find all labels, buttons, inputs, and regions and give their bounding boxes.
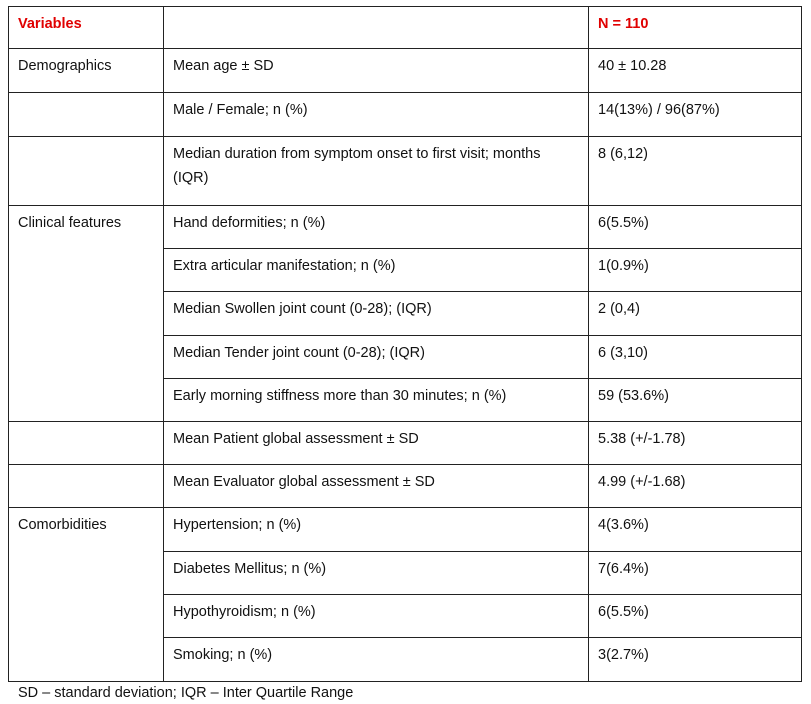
header-variables: Variables: [9, 7, 164, 49]
group-cell: [9, 422, 164, 465]
table-row: [9, 206, 802, 249]
label-cell: Diabetes Mellitus; n (%): [164, 552, 589, 595]
group-cell: Demographics: [9, 49, 164, 93]
value-cell: 14(13%) / 96(87%): [589, 93, 802, 137]
label-cell: Mean age ± SD: [164, 49, 589, 93]
value-cell: 40 ± 10.28: [589, 49, 802, 93]
header-row: [9, 7, 802, 49]
group-cell: [9, 137, 164, 206]
table-row: [9, 508, 802, 552]
label-cell: Mean Patient global assessment ± SD: [164, 422, 589, 465]
value-cell: 4.99 (+/-1.68): [589, 465, 802, 508]
header-blank: [164, 7, 589, 49]
value-cell: 5.38 (+/-1.78): [589, 422, 802, 465]
value-cell: 7(6.4%): [589, 552, 802, 595]
label-cell: Mean Evaluator global assessment ± SD: [164, 465, 589, 508]
group-cell: Comorbidities: [9, 508, 164, 682]
value-cell: 4(3.6%): [589, 508, 802, 552]
value-cell: 3(2.7%): [589, 638, 802, 682]
label-cell: Median Swollen joint count (0-28); (IQR): [164, 292, 589, 336]
table-row: [9, 465, 802, 508]
value-cell: 6(5.5%): [589, 206, 802, 249]
label-cell: Hand deformities; n (%): [164, 206, 589, 249]
label-cell: Smoking; n (%): [164, 638, 589, 682]
value-cell: 2 (0,4): [589, 292, 802, 336]
footnote: SD – standard deviation; IQR – Inter Quartile Range: [18, 685, 354, 701]
group-cell: Clinical features: [9, 206, 164, 422]
table-row: [9, 422, 802, 465]
value-cell: 1(0.9%): [589, 249, 802, 292]
value-cell: 59 (53.6%): [589, 379, 802, 422]
label-cell: Male / Female; n (%): [164, 93, 589, 137]
label-cell: Hypothyroidism; n (%): [164, 595, 589, 638]
table-row: [9, 137, 802, 206]
label-cell: Early morning stiffness more than 30 minutes; n (%): [164, 379, 589, 422]
label-cell: Median duration from symptom onset to first visit; months (IQR): [164, 137, 589, 206]
table-row: [9, 93, 802, 137]
value-cell: 6(5.5%): [589, 595, 802, 638]
patient-characteristics-table: [8, 6, 802, 682]
label-cell: Median Tender joint count (0-28); (IQR): [164, 336, 589, 379]
value-cell: 8 (6,12): [589, 137, 802, 206]
table-row: [9, 49, 802, 93]
label-cell: Hypertension; n (%): [164, 508, 589, 552]
group-cell: [9, 465, 164, 508]
value-cell: 6 (3,10): [589, 336, 802, 379]
header-n: N = 110: [589, 7, 802, 49]
group-cell: [9, 93, 164, 137]
label-cell: Extra articular manifestation; n (%): [164, 249, 589, 292]
